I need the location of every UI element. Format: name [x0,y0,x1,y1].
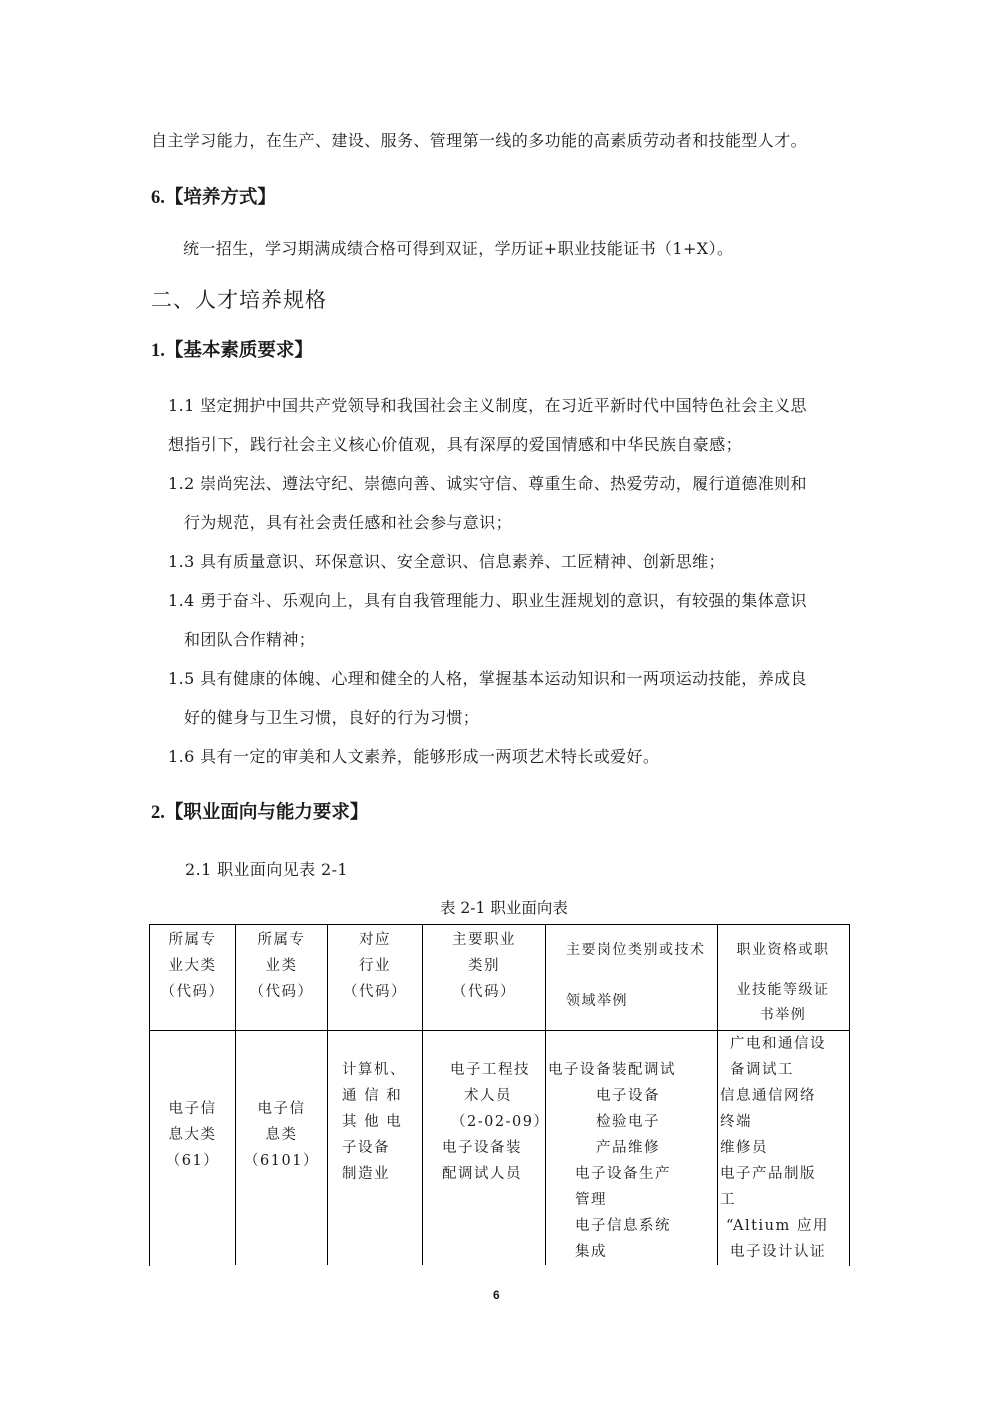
table-caption: 表 2-1 职业面向表 [440,899,568,917]
list-item-1-2: 1.2 崇尚宪法、遵法守纪、崇德向善、诚实守信、尊重生命、热爱劳动，履行道德准则和 [168,474,807,493]
list-item-1-2-cont: 行为规范，具有社会责任感和社会参与意识； [184,513,513,532]
table-cell: 电子信 息大类 （61） [165,1101,220,1169]
table-header-cell: 主要职业 类别 （代码） [452,932,516,1000]
list-item-1-1: 1.1 坚定拥护中国共产党领导和我国社会主义制度，在习近平新时代中国特色社会主义思 [168,396,807,415]
section-title: 二、人才培养规格 [151,288,327,312]
list-item-1-6: 1.6 具有一定的审美和人文素养，能够形成一两项艺术特长或爱好。 [168,747,660,766]
training-mode-text: 统一招生，学习期满成绩合格可得到双证，学历证+职业技能证书（1+X）。 [183,239,734,258]
list-item-1-5: 1.5 具有健康的体魄、心理和健全的人格，掌握基本运动知识和一两项运动技能，养成良 [168,669,807,688]
list-item-1-5-cont: 好的健身与卫生习惯，良好的行为习惯； [184,708,480,727]
table-cell: 电子信 息类 （6101） [244,1101,319,1169]
list-item-1-1-cont: 想指引下，践行社会主义核心价值观，具有深厚的爱国情感和中华民族自豪感； [168,435,743,454]
heading-number: 2. [151,803,165,823]
list-item-1-4-cont: 和团队合作精神； [184,630,316,649]
table-header-cell: 职业资格或职 业技能等级证 书举例 [736,942,830,1023]
table-cell: 电子设备装配调试 电子设备 检验电子 产品维修 电子设备生产 管理 电子信息系统 集成 [548,1062,676,1260]
table-column-divider [545,925,546,1265]
table-header-cell: 主要岗位类别或技术 领域举例 [566,942,706,1009]
heading-career [151,798,368,824]
list-item-1-3: 1.3 具有质量意识、环保意识、安全意识、信息素养、工匠精神、创新思维； [168,552,725,571]
list-item-1-4: 1.4 勇于奋斗、乐观向上，具有自我管理能力、职业生涯规划的意识，有较强的集体意识 [168,591,807,610]
table-header-cell: 所属专 业类 （代码） [249,932,314,1000]
table-cell: 广电和通信设 备调试工 信息通信网络 终端 维修员 电子产品制版 工 “Altium 应用 电子设计认证 [720,1036,829,1260]
heading-basic-quality [151,336,313,362]
paragraph-continuation: 自主学习能力，在生产、建设、服务、管理第一线的多功能的高素质劳动者和技能型人才。 [151,131,808,150]
heading-training-mode [151,183,276,209]
heading-label: 【基本素质要求】 [164,340,313,361]
heading-label: 【职业面向与能力要求】 [164,802,369,823]
table-header-cell: 对应 行业 （代码） [343,932,407,1000]
table-header-cell: 所属专 业大类 （代码） [160,932,225,1000]
heading-label: 【培养方式】 [164,187,276,208]
table-cell: 电子工程技 术人员 （2-02-09） 电子设备装 配调试人员 [442,1062,550,1182]
table-cell: 计算机、 通 信 和 其 他 电 子设备 制造业 [342,1062,406,1182]
career-table-reference: 2.1 职业面向见表 2-1 [185,860,348,879]
heading-number: 1. [151,341,165,361]
heading-number: 6. [151,188,165,208]
page-number: 6 [493,1288,500,1302]
